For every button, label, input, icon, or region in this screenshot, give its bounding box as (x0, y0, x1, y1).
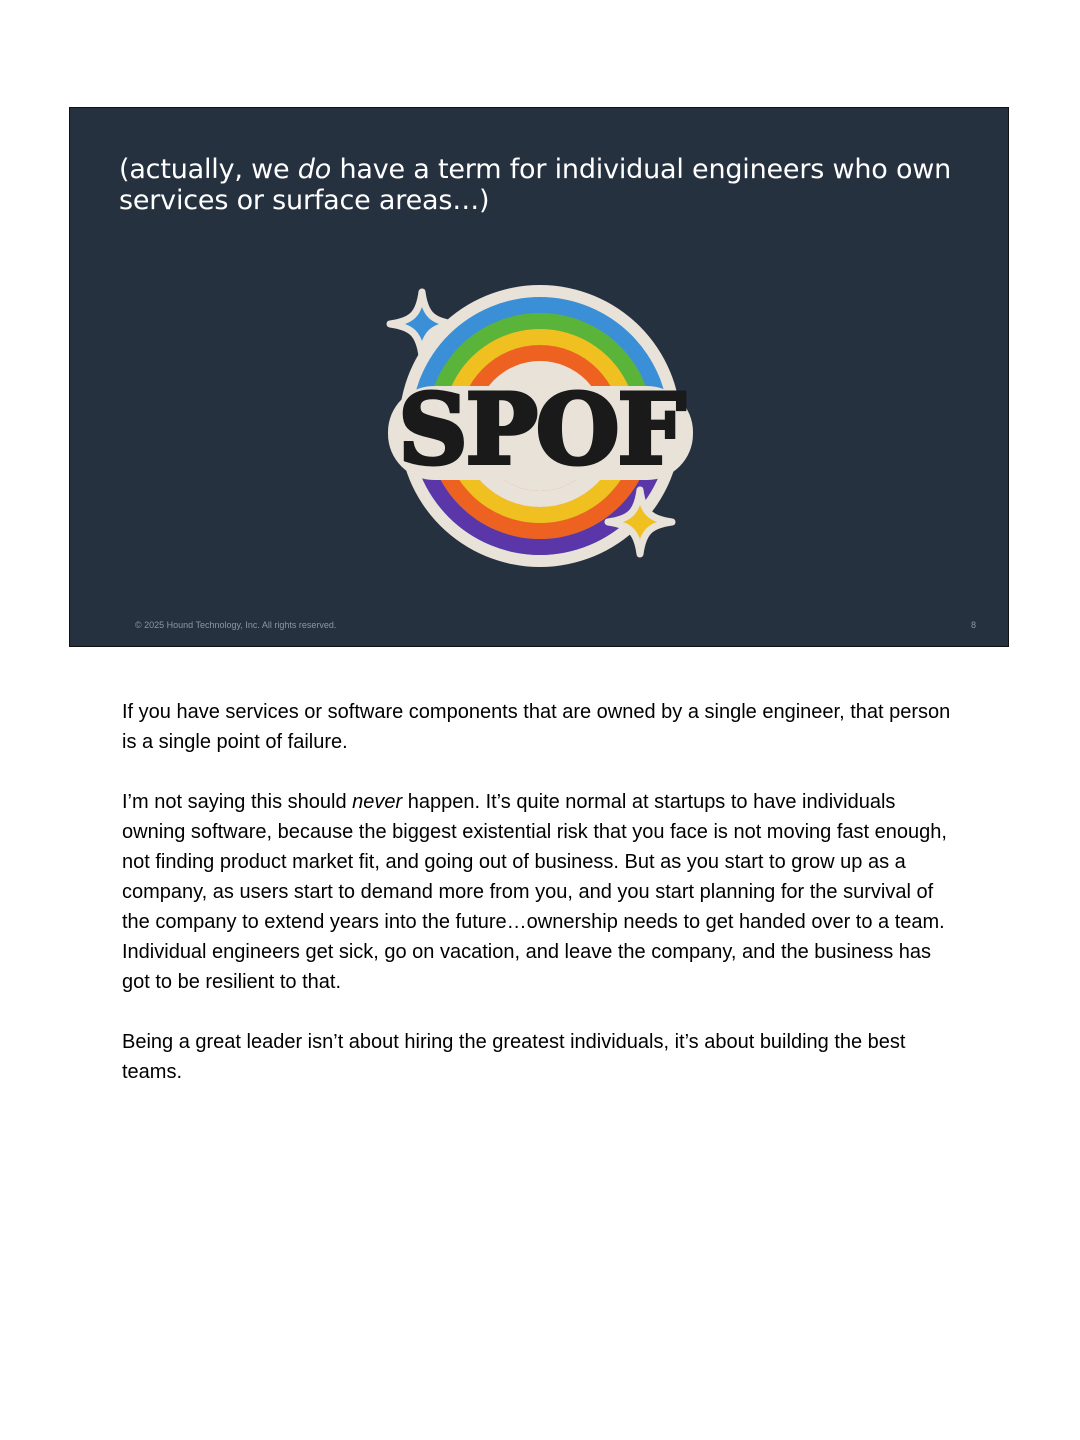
sticker-text: SPOF (398, 373, 684, 486)
slide-title: (actually, we do have a term for individual engineers who own services or surface areas…) (119, 154, 952, 216)
spof-rainbow-sticker (378, 278, 718, 578)
notes-paragraph: Being a great leader isn’t about hiring the greatest individuals, it’s about building the best teams. (122, 1031, 906, 1083)
slide (69, 107, 1009, 647)
copyright-footer: © 2025 Hound Technology, Inc. All rights reserved. (135, 620, 337, 630)
speaker-notes (122, 697, 962, 1117)
notes-paragraph: If you have services or software components that are owned by a single engineer, that person is a single point of failure. (122, 701, 951, 753)
slide-number: 8 (970, 620, 976, 630)
notes-paragraph: I’m not saying this should never happen. It’s quite normal at startups to have individuals owning software, because the biggest existential risk that you face is not moving fast enough, not finding product market fit, and going out of business. But as you start to grow up as a company, as users start to demand more from you, and you start planning for the survival of the company to extend years into the future…ownership needs to get handed over to a team. Individual engineers get sick, go on vacation, and leave the company, and the business has got to be resilient to that. (122, 791, 947, 993)
